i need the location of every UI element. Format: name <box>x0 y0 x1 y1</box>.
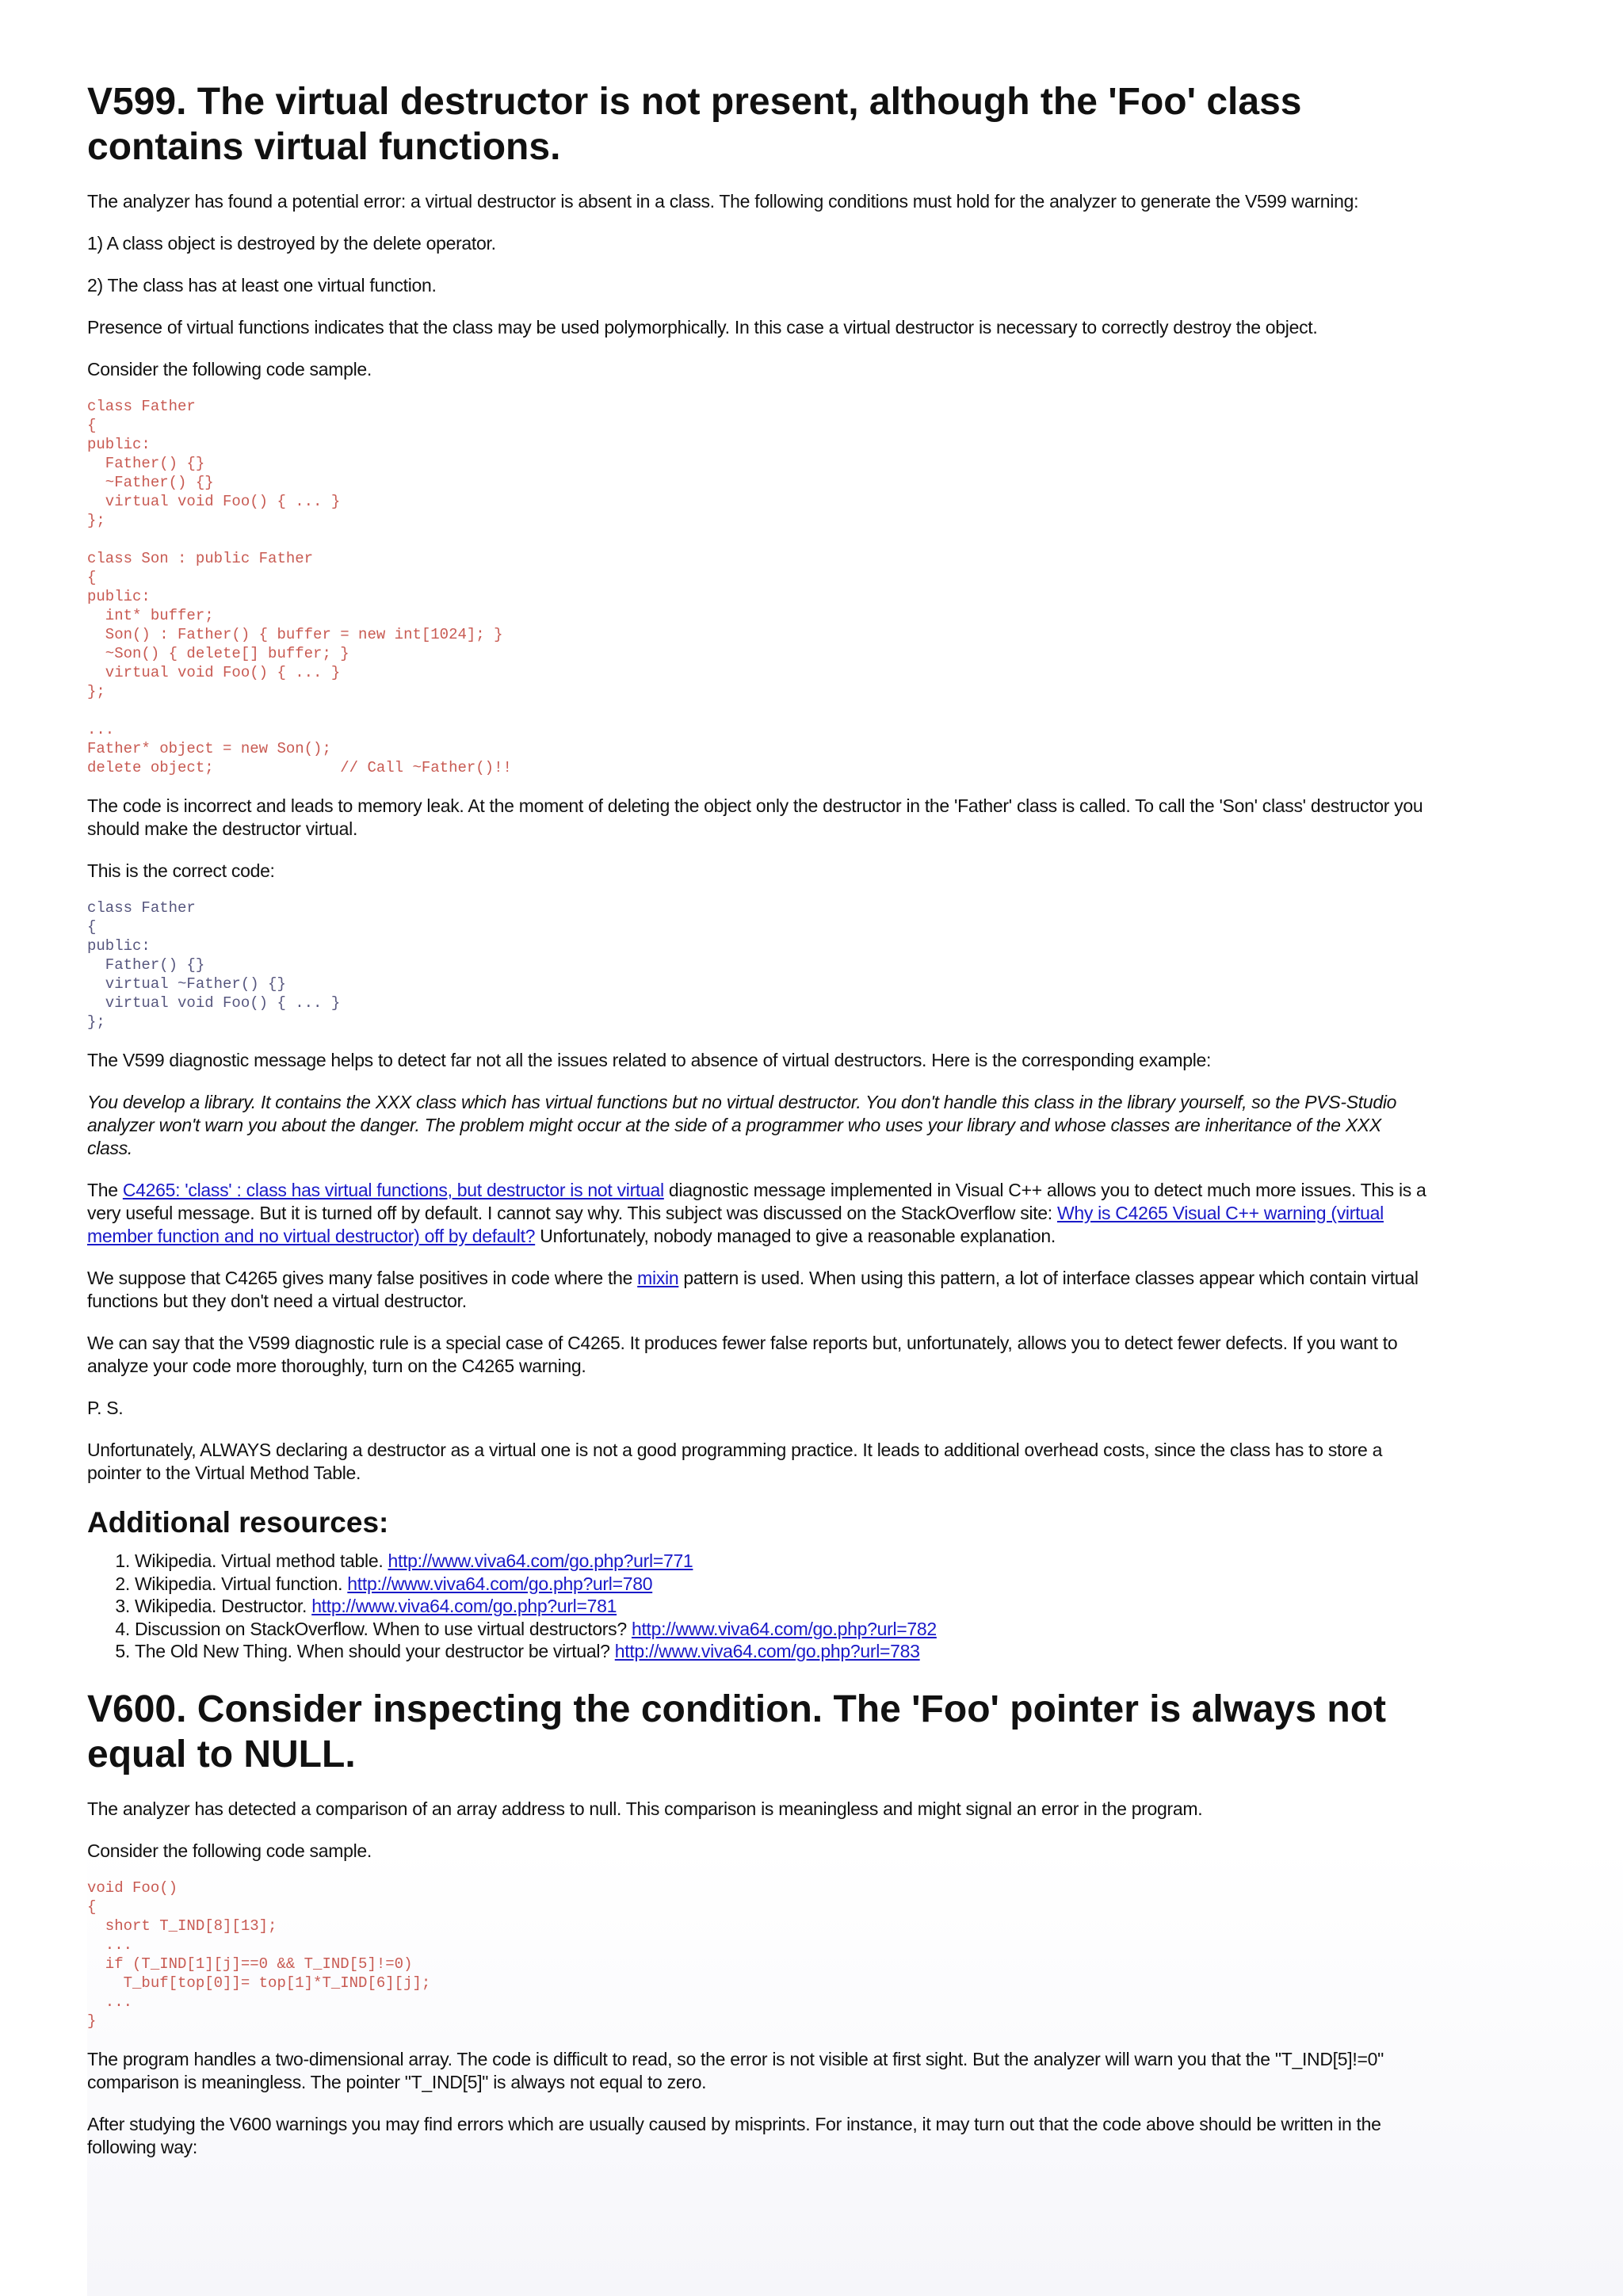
resource-text: Wikipedia. Destructor. <box>135 1596 312 1616</box>
resource-link[interactable]: http://www.viva64.com/go.php?url=780 <box>347 1573 653 1594</box>
mixin-text-post: pattern is used. When using this pattern, a lot of interface classes appear which contain virtual functions but they don't need a virtual destructor. <box>87 1268 1419 1311</box>
mixin-text-pre: We suppose that C4265 gives many false positives in code where the <box>87 1268 638 1288</box>
v599-special-case-paragraph: We can say that the V599 diagnostic rule is a special case of C4265. It produces fewer false reports but, unfortunately, allows you to detect fewer defects. If you want to analyze your code more thoroughly, turn on the C4265 warning. <box>87 1333 1398 1376</box>
v599-correct-intro: This is the correct code: <box>87 860 275 881</box>
v599-code-sample-correct: class Father { public: Father() {} virtual ~Father() {} virtual void Foo() { ... } }; <box>87 899 341 1031</box>
v599-incorrect-paragraph: The code is incorrect and leads to memory leak. At the moment of deleting the object only the destructor in the 'Father' class is called. To call the 'Son' class' destructor you should make the destructor virtual. <box>87 795 1423 839</box>
v600-code-sample: void Foo() { short T_IND[8][13]; ... if (T_IND[1][j]==0 && T_IND[5]!=0) T_buf[top[0]]= top[1]*T_IND[6][j]; ... } <box>87 1878 431 2030</box>
v600-title: V600. Consider inspecting the condition. The 'Foo' pointer is always not equal to NULL. <box>87 1688 1387 1775</box>
v599-always-paragraph: Unfortunately, ALWAYS declaring a destructor as a virtual one is not a good programming practice. It leads to additional overhead costs, since the class has to store a pointer to the Virtual Method Table. <box>87 1440 1383 1483</box>
v599-condition-1: 1) A class object is destroyed by the delete operator. <box>87 233 496 254</box>
document-body <box>87 79 1426 2159</box>
v599-title: V599. The virtual destructor is not present, although the 'Foo' class contains virtual functions. <box>87 81 1302 168</box>
v599-condition-2: 2) The class has at least one virtual function. <box>87 275 437 296</box>
resource-link[interactable]: http://www.viva64.com/go.php?url=771 <box>388 1550 693 1571</box>
resource-text: The Old New Thing. When should your destructor be virtual? <box>135 1641 615 1661</box>
resources-list <box>87 1550 1426 1663</box>
v599-c4265-paragraph <box>87 1179 1426 1248</box>
stackoverflow-c4265-link[interactable]: Why is C4265 Visual C++ warning (virtual member function and no virtual destructor) off by default? <box>87 1203 1384 1246</box>
v600-after-paragraph: After studying the V600 warnings you may find errors which are usually caused by misprints. For instance, it may turn out that the code above should be written in the following way: <box>87 2113 1381 2157</box>
v599-ps: P. S. <box>87 1398 124 1418</box>
c4265-text-post: Unfortunately, nobody managed to give a reasonable explanation. <box>535 1226 1056 1246</box>
v599-consider-paragraph: Consider the following code sample. <box>87 359 372 379</box>
v600-handles-paragraph: The program handles a two-dimensional array. The code is difficult to read, so the error is not visible at first sight. But the analyzer will warn you that the "T_IND[5]!=0" comparison is meaningless. The pointer "T_IND[5]" is always not equal to zero. <box>87 2048 1384 2092</box>
resource-item <box>135 1550 1426 1573</box>
v599-library-example: You develop a library. It contains the XXX class which has virtual functions but no virtual destructor. You don't handle this class in the library yourself, so the PVS-Studio analyzer won't warn you about the danger. The problem might occur at the side of a programmer who uses your library and whose classes are inheritance of the XXX class. <box>87 1092 1397 1158</box>
resource-item <box>135 1618 1426 1641</box>
resource-text: Wikipedia. Virtual method table. <box>135 1550 388 1571</box>
v599-far-not-all-paragraph: The V599 diagnostic message helps to detect far not all the issues related to absence of virtual destructors. Here is the corresponding example: <box>87 1050 1212 1070</box>
resource-item <box>135 1595 1426 1618</box>
v599-presence-paragraph: Presence of virtual functions indicates that the class may be used polymorphically. In this case a virtual destructor is necessary to correctly destroy the object. <box>87 317 1318 338</box>
resource-item <box>135 1573 1426 1596</box>
resource-link[interactable]: http://www.viva64.com/go.php?url=782 <box>631 1618 937 1639</box>
mixin-link[interactable]: mixin <box>637 1268 679 1288</box>
resource-link[interactable]: http://www.viva64.com/go.php?url=781 <box>311 1596 617 1616</box>
v600-consider-paragraph: Consider the following code sample. <box>87 1840 372 1861</box>
c4265-text-pre: The <box>87 1180 123 1200</box>
v599-mixin-paragraph <box>87 1267 1426 1313</box>
resource-text: Wikipedia. Virtual function. <box>135 1573 348 1594</box>
c4265-text-mid: diagnostic message implemented in Visual C++ allows you to detect much more issues. This is a very useful message. But it is turned off by default. I cannot say why. This subject was discussed on the StackOverflow site: <box>87 1180 1426 1223</box>
resource-item <box>135 1640 1426 1663</box>
c4265-link[interactable]: C4265: 'class' : class has virtual functions, but destructor is not virtual <box>122 1180 664 1200</box>
v600-intro: The analyzer has detected a comparison of an array address to null. This comparison is meaningless and might signal an error in the program. <box>87 1798 1203 1819</box>
additional-resources-heading: Additional resources: <box>87 1506 389 1539</box>
resource-link[interactable]: http://www.viva64.com/go.php?url=783 <box>614 1641 920 1661</box>
resource-text: Discussion on StackOverflow. When to use virtual destructors? <box>135 1618 632 1639</box>
v599-code-sample-incorrect: class Father { public: Father() {} ~Father() {} virtual void Foo() { ... } }; class Son : public Father { public: int* buffer; Son() : Father() { buffer = new int[1024]; } ~Son() { delete[] buffer; } virtual void Foo() { ... } }; ... Father* object = new Son(); delete object; // Call ~Father()!! <box>87 398 512 776</box>
v599-intro: The analyzer has found a potential error: a virtual destructor is absent in a class. The following conditions must hold for the analyzer to generate the V599 warning: <box>87 191 1359 212</box>
